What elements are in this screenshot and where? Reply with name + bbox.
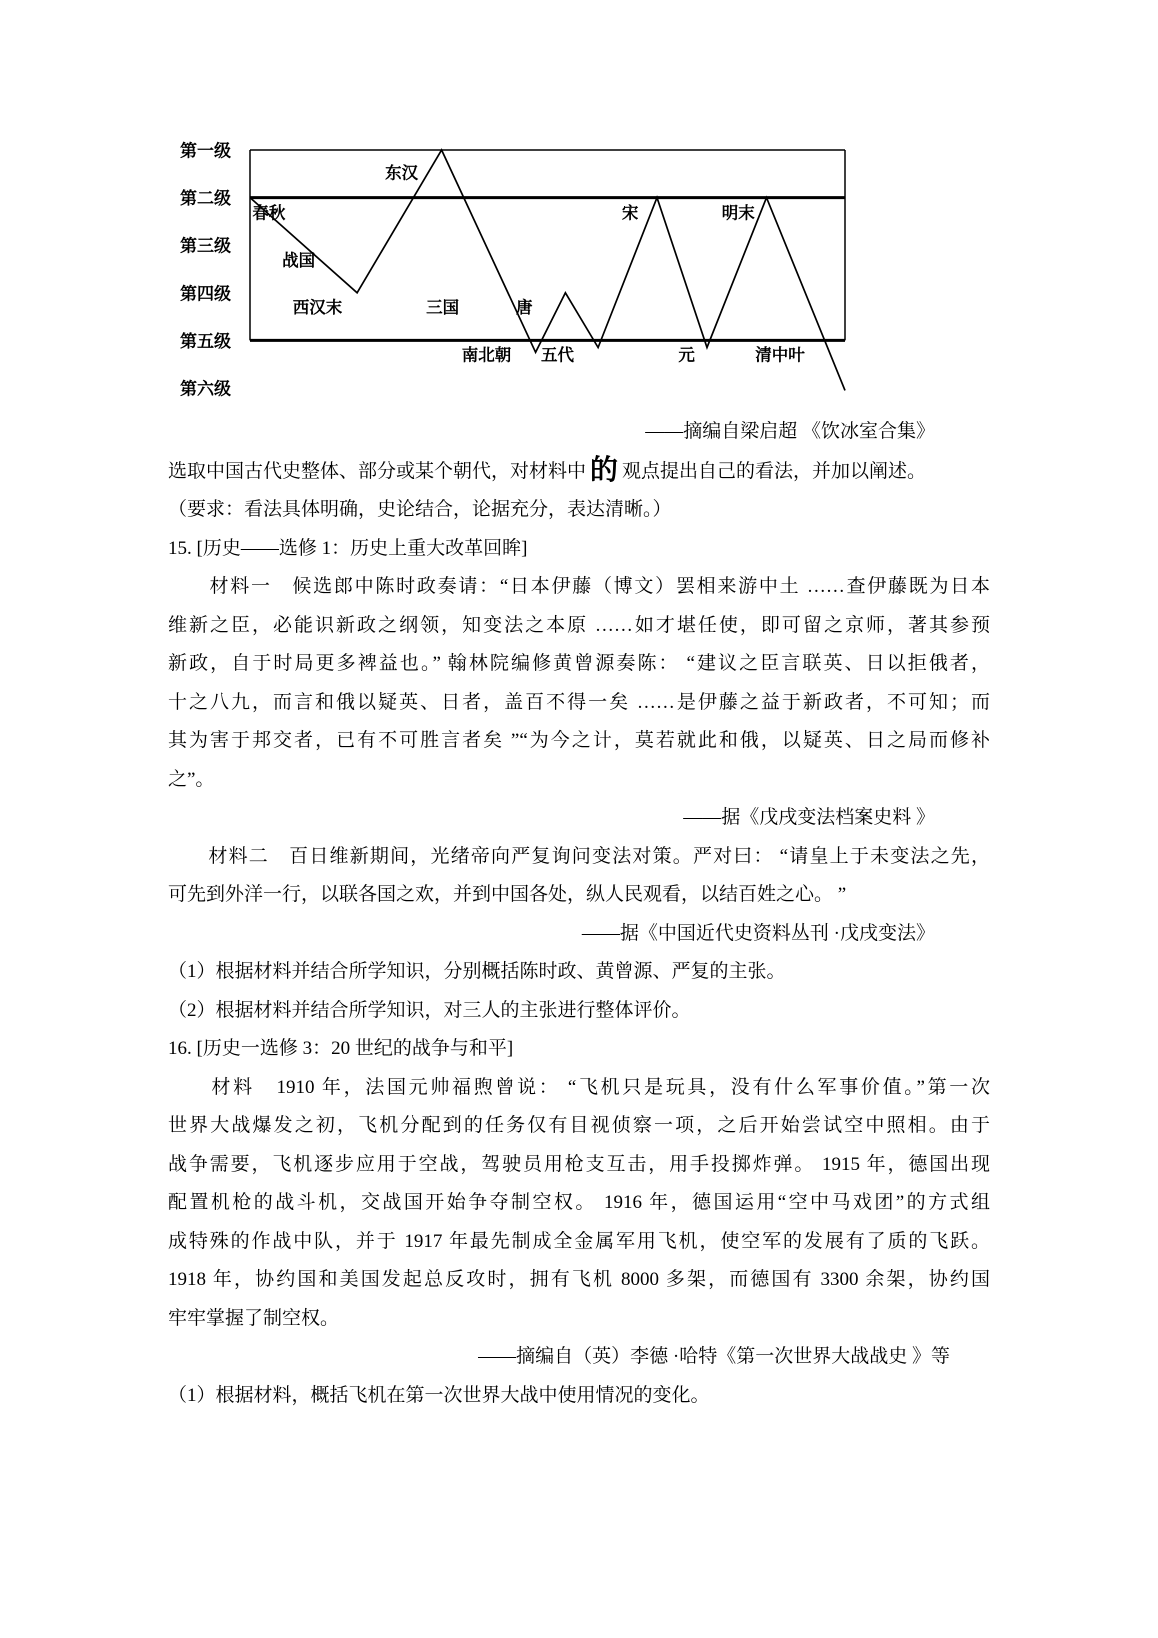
dynasty-label: 明末 [721, 203, 755, 223]
q15-material1-line-2: 维新之臣，必能识新政之纲领，知变法之本原 ……如才堪任使，即可留之京师，著其参预 [168, 614, 990, 636]
dynasty-label: 唐 [516, 297, 533, 317]
q16-material-source: ——摘编自（英）李德 ·哈特《第一次世界大战战史 》等 [478, 1346, 950, 1367]
q15-question-2: （2）根据材料并结合所学知识，对三人的主张进行整体评价。 [168, 999, 691, 1021]
task-requirement: （要求：看法具体明确，史论结合，论据充分，表达清晰。） [168, 499, 672, 520]
q15-material1-line-1: 材料一 候选郎中陈时政奏请：“日本伊藤（博文）罢相来游中土 ……查伊藤既为日本 [168, 576, 990, 597]
dynasty-label: 宋 [621, 203, 639, 223]
dynasty-label: 西汉末 [292, 297, 343, 317]
dynasty-label: 三国 [426, 297, 460, 317]
level-axis-label: 第五级 [180, 331, 231, 351]
q16-material-line-6: 1918 年，协约国和美国发起总反攻时，拥有飞机 8000 多架，而德国有 3300 余架，协约国 [168, 1269, 990, 1290]
dynasty-level-chart [178, 140, 878, 402]
q16-material-line-2: 世界大战爆发之初，飞机分配到的任务仅有目视侦察一项，之后开始尝试空中照相。由于 [168, 1115, 990, 1136]
q16-material-line-3: 战争需要，飞机逐步应用于空战，驾驶员用枪支互击，用手投掷炸弹。 1915 年，德国出现 [168, 1153, 990, 1175]
dynasty-level-figure [178, 140, 990, 407]
q16-material-line-7: 牢牢掌握了制空权。 [168, 1307, 340, 1329]
task-statement-pre: 选取中国古代史整体、部分或某个朝代，对材料中 [168, 460, 587, 482]
level-axis-label: 第二级 [180, 189, 231, 209]
emphasis-char: 的 [590, 454, 619, 486]
level-axis-label: 第六级 [180, 379, 231, 399]
q15-material1-line-5: 其为害于邦交者，已有不可胜言者矣 ”“为今之计，莫若就此和俄，以疑英、日之局而修补 [168, 730, 990, 751]
dynasty-label: 清中叶 [755, 345, 805, 365]
q15-material2-source: ——据《中国近代史资料丛刊 ·戊戌变法》 [581, 922, 935, 944]
dynasty-label: 五代 [541, 345, 574, 365]
q15-material1-line-3: 新政，自于时局更多裨益也。” 翰林院编修黄曾源奏陈： “建议之臣言联英、日以拒俄者， [168, 653, 990, 674]
q15-material2-line-1: 材料二 百日维新期间，光绪帝向严复询问变法对策。严对曰： “请皇上于未变法之先， [168, 845, 990, 867]
chart-source-note: ——摘编自梁启超 《饮冰室合集》 [645, 421, 935, 442]
q15-material1-source: ——据《戊戌变法档案史料 》 [683, 807, 935, 828]
level-axis-label: 第三级 [180, 236, 231, 256]
q15-question-1: （1）根据材料并结合所学知识，分别概括陈时政、黄曾源、严复的主张。 [168, 961, 786, 982]
task-statement [168, 452, 990, 492]
q16-header: 16. [历史一选修 3：20 世纪的战争与和平] [168, 1038, 514, 1059]
q16-material-line-1: 材料 1910 年，法国元帅福煦曾说： “飞机只是玩具，没有什么军事价值。”第一次 [168, 1076, 990, 1098]
q15-material1-line-6: 之”。 [168, 768, 215, 790]
q16-material-line-4: 配置机枪的战斗机，交战国开始争夺制空权。 1916 年，德国运用“空中马戏团”的方式组 [168, 1192, 990, 1213]
q15-header: 15. [历史——选修 1：历史上重大改革回眸] [168, 537, 528, 559]
level-axis-label: 第四级 [180, 284, 231, 304]
dynasty-label: 春秋 [252, 203, 286, 223]
level-axis-label: 第一级 [180, 141, 231, 161]
task-statement-post: 观点提出自己的看法，并加以阐述。 [622, 460, 927, 482]
q16-question-1: （1）根据材料，概括飞机在第一次世界大战中使用情况的变化。 [168, 1384, 710, 1406]
dynasty-label: 东汉 [385, 163, 419, 183]
dynasty-label: 战国 [282, 251, 316, 271]
q16-material-line-5: 成特殊的作战中队，并于 1917 年最先制成全金属军用飞机，使空军的发展有了质的飞跃。 [168, 1230, 990, 1252]
q15-material2-line-2: 可先到外洋一行，以联各国之欢，并到中国各处，纵人民观看，以结百姓之心。 ” [168, 884, 847, 905]
q15-material1-line-4: 十之八九，而言和俄以疑英、日者，盖百不得一矣 ……是伊藤之益于新政者，不可知；而 [168, 691, 990, 713]
dynasty-label: 元 [678, 345, 695, 365]
dynasty-label: 南北朝 [461, 345, 512, 365]
